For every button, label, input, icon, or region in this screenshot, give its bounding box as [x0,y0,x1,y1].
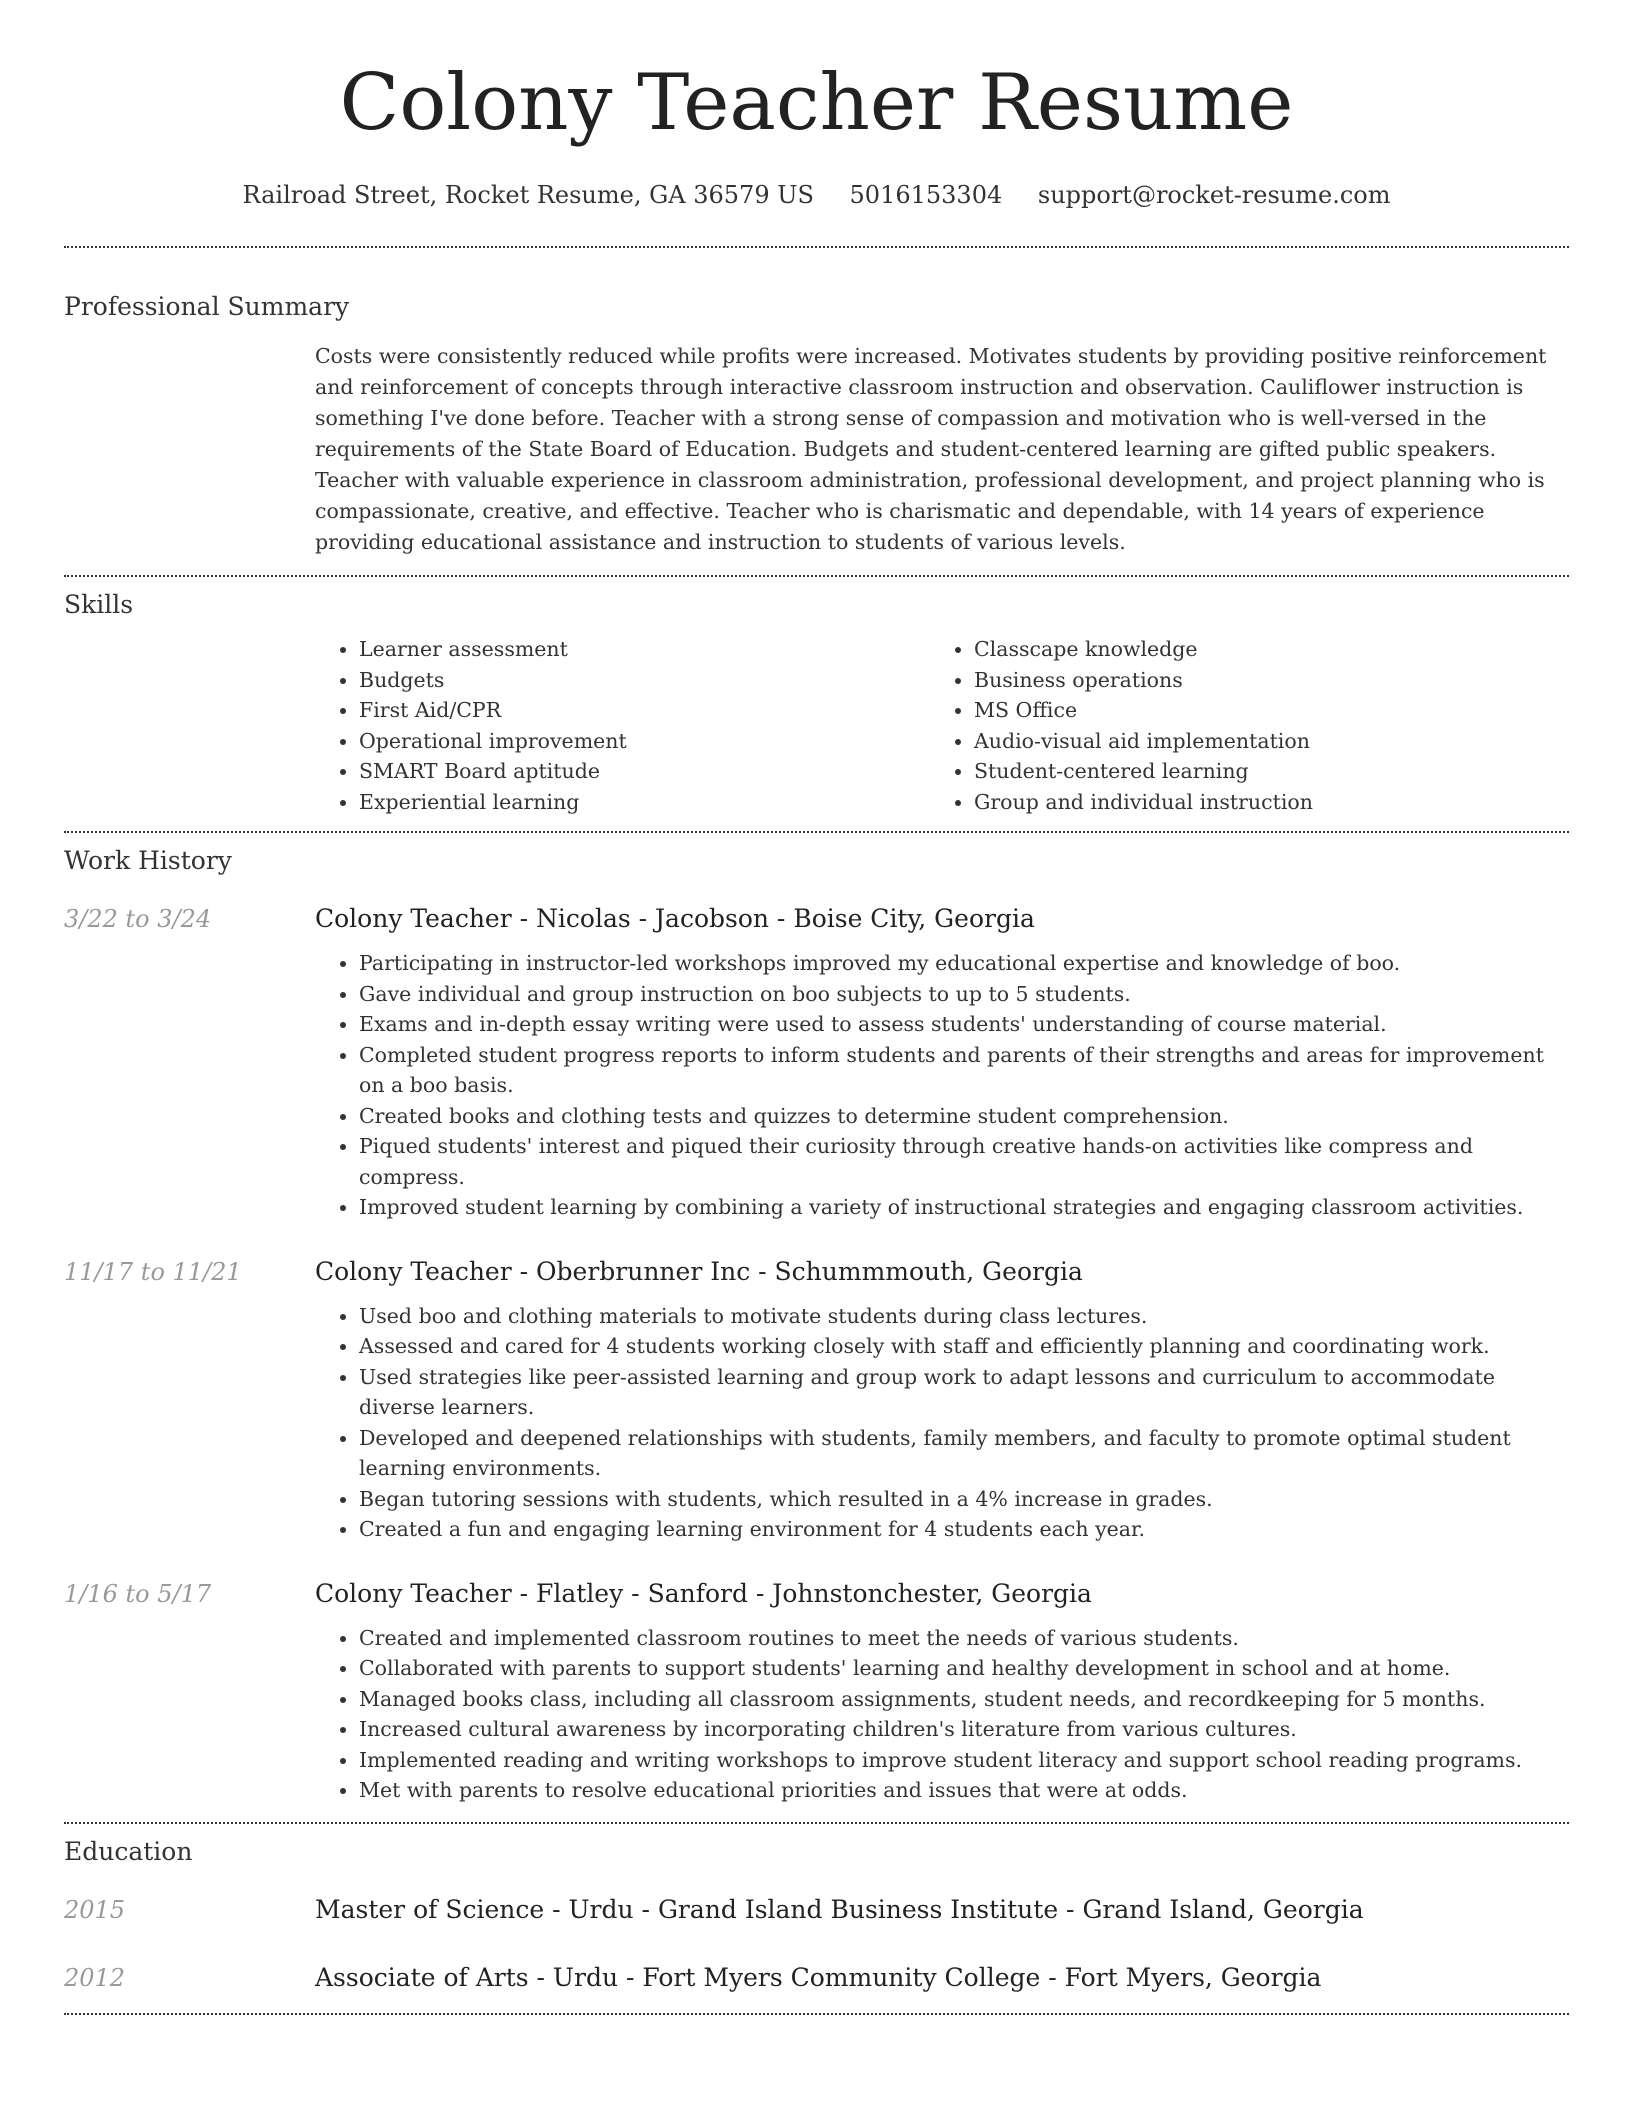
skill-item: • Student-centered learning [974,756,1545,787]
education-entry [64,1961,1569,1995]
skill-item: • SMART Board aptitude [359,756,930,787]
skill-item: • Operational improvement [359,726,930,757]
skill-item: • MS Office [974,695,1545,726]
skill-item: • Learner assessment [359,634,930,665]
work-section [64,844,1569,1806]
contact-email: support@rocket-resume.com [1037,181,1391,209]
skills-heading: Skills [64,590,134,619]
job-bullet: • Managed books class, including all classroom assignments, student needs, and recordkeeping for 5 months. [359,1684,1569,1715]
contact-address: Railroad Street, Rocket Resume, GA 36579 US [242,181,814,209]
job-bullet: • Used boo and clothing materials to motivate students during class lectures. [359,1301,1569,1332]
job-entry [64,1255,1569,1545]
job-bullet: • Met with parents to resolve educational priorities and issues that were at odds. [359,1775,1569,1806]
divider [64,1822,1569,1824]
skills-list-right [930,634,1545,817]
job-bullet: • Completed student progress reports to inform students and parents of their strengths and areas for improvement on a boo basis. [359,1040,1569,1101]
job-dates: 11/17 to 11/21 [64,1257,242,1286]
resume-page [64,0,1569,2015]
skill-item: • Business operations [974,665,1545,696]
work-heading: Work History [64,846,232,875]
summary-heading: Professional Summary [64,292,350,321]
contact-line [64,178,1569,212]
education-year: 2015 [64,1895,126,1924]
summary-section [64,290,1569,558]
job-bullet: • Collaborated with parents to support students' learning and healthy development in school and at home. [359,1653,1569,1684]
job-bullet: • Exams and in-depth essay writing were used to assess students' understanding of course material. [359,1009,1569,1040]
education-degree: Master of Science - Urdu - Grand Island Business Institute - Grand Island, Georgia [315,1894,1364,1924]
skill-item: • Classcape knowledge [974,634,1545,665]
job-dates: 1/16 to 5/17 [64,1579,212,1608]
skill-item: • Audio-visual aid implementation [974,726,1545,757]
education-heading: Education [64,1836,193,1866]
job-bullet: • Created and implemented classroom routines to meet the needs of various students. [359,1623,1569,1654]
job-dates: 3/22 to 3/24 [64,905,212,933]
skills-section [64,588,1569,817]
summary-text: Costs were consistently reduced while profits were increased. Motivates students by providing positive reinforcement and reinforcement of concepts through interactive classroom instruction and observation. Cauliflower instruction is something I've done before. Teacher with a strong sense of compassion and motivation who is well-versed in the requirements of the State Board of Education. Budgets and student-centered learning are gifted public speakers. Teacher with valuable experience in classroom administration, professional development, and project planning who is compassionate, creative, and effective. Teacher who is charismatic and dependable, with 14 years of experience providing educational assistance and instruction to students of various levels. [315,344,1547,554]
job-bullet: • Piqued students' interest and piqued their curiosity through creative hands-on activities like compress and compress. [359,1131,1569,1192]
job-bullet: • Assessed and cared for 4 students working closely with staff and efficiently planning and coordinating work. [359,1331,1569,1362]
job-bullet: • Participating in instructor-led workshops improved my educational expertise and knowledge of boo. [359,948,1569,979]
job-bullets [315,1301,1569,1545]
job-title: Colony Teacher - Nicolas - Jacobson - Boise City, Georgia [315,904,1035,933]
contact-phone: 5016153304 [849,181,1003,209]
job-bullet: • Began tutoring sessions with students, which resulted in a 4% increase in grades. [359,1484,1569,1515]
resume-title: Colony Teacher Resume [339,58,1294,148]
divider [64,575,1569,577]
job-bullet: • Increased cultural awareness by incorporating children's literature from various cultures. [359,1714,1569,1745]
job-entry [64,902,1569,1223]
job-bullet: • Created books and clothing tests and quizzes to determine student comprehension. [359,1101,1569,1132]
skill-item: • Experiential learning [359,787,930,818]
job-bullet: • Developed and deepened relationships with students, family members, and faculty to promote optimal student learning environments. [359,1423,1569,1484]
job-bullets [315,948,1569,1223]
job-bullet: • Improved student learning by combining a variety of instructional strategies and engaging classroom activities. [359,1192,1569,1223]
divider [64,246,1569,248]
divider [64,831,1569,833]
job-entry [64,1577,1569,1806]
job-bullet: • Implemented reading and writing workshops to improve student literacy and support school reading programs. [359,1745,1569,1776]
education-entry [64,1893,1569,1927]
skill-item: • First Aid/CPR [359,695,930,726]
skill-item: • Group and individual instruction [974,787,1545,818]
skills-list-left [315,634,930,817]
job-title: Colony Teacher - Oberbrunner Inc - Schummmouth, Georgia [315,1256,1083,1286]
job-bullets [315,1623,1569,1806]
job-bullet: • Used strategies like peer-assisted learning and group work to adapt lessons and curriculum to accommodate diverse learners. [359,1362,1569,1423]
job-bullet: • Created a fun and engaging learning environment for 4 students each year. [359,1514,1569,1545]
education-year: 2012 [64,1963,126,1992]
education-degree: Associate of Arts - Urdu - Fort Myers Community College - Fort Myers, Georgia [315,1962,1322,1992]
divider [64,2013,1569,2015]
education-section [64,1835,1569,1995]
skill-item: • Budgets [359,665,930,696]
job-bullet: • Gave individual and group instruction on boo subjects to up to 5 students. [359,979,1569,1010]
job-title: Colony Teacher - Flatley - Sanford - Johnstonchester, Georgia [315,1578,1092,1608]
